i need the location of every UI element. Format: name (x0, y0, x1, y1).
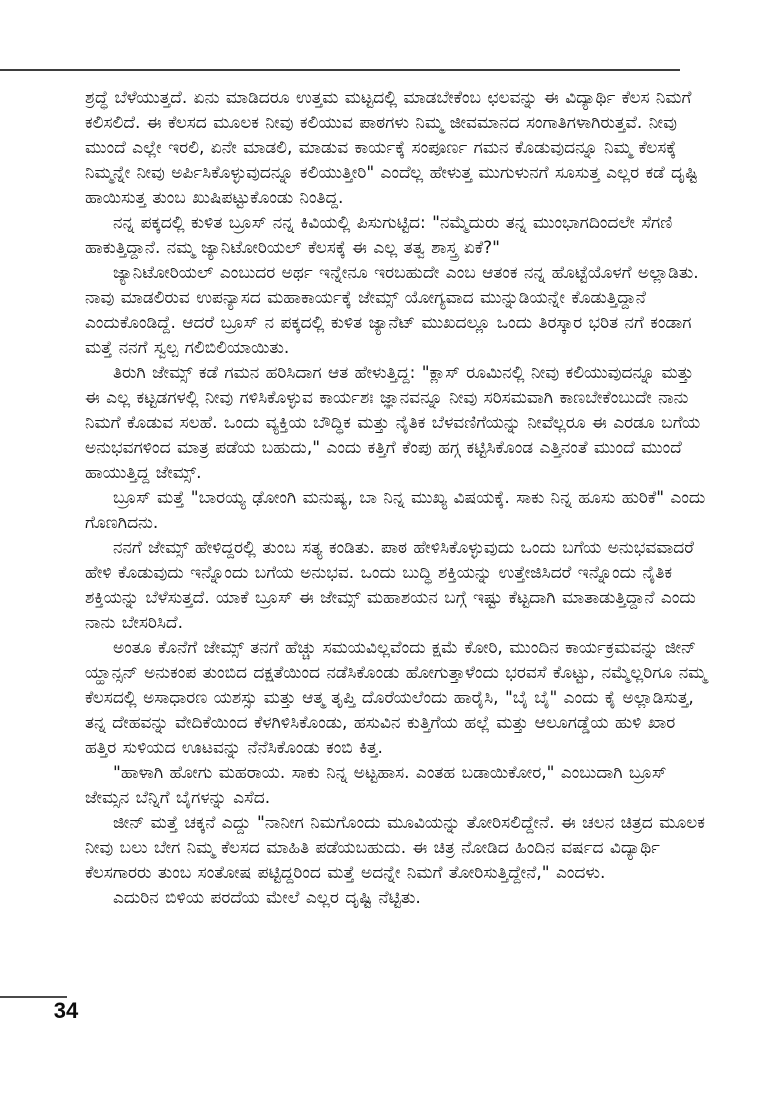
paragraph: ನನಗೆ ಜೇಮ್ಸ್ ಹೇಳಿದ್ದರಲ್ಲಿ ತುಂಬ ಸತ್ಯ ಕಂಡಿತು. ಪಾಠ ಹೇಳಿಸಿಕೊಳ್ಳುವುದು ಒಂದು ಬಗೆಯ ಅನುಭವವಾದರೆ ಹೇಳಿ ಕೊಡುವುದು ಇನ್ನೊಂದು ಬಗೆಯ ಅನುಭವ. ಒಂದು ಬುದ್ಧಿ ಶಕ್ತಿಯನ್ನು ಉತ್ತೇಜಿಸಿದರೆ ಇನ್ನೊಂದು ನೈತಿಕ ಶಕ್ತಿಯನ್ನು ಬೆಳೆಸುತ್ತದೆ. ಯಾಕೆ ಬ್ರೂಸ್ ಈ ಜೇಮ್ಸ್ ಮಹಾಶಯನ ಬಗ್ಗೆ ಇಷ್ಟು ಕೆಟ್ಟದಾಗಿ ಮಾತಾಡುತ್ತಿದ್ದಾನೆ ಎಂದು ನಾನು ಬೇಸರಿಸಿದೆ. (85, 538, 696, 633)
paragraph: ನನ್ನ ಪಕ್ಕದಲ್ಲಿ ಕುಳಿತ ಬ್ರೂಸ್ ನನ್ನ ಕಿವಿಯಲ್ಲಿ ಪಿಸುಗುಟ್ಟಿದ: "ನಮ್ಮೆದುರು ತನ್ನ ಮುಂಭಾಗದಿಂದಲೇ ಸೆಗಣಿ ಹಾಕುತ್ತಿದ್ದಾನೆ. ನಮ್ಮ ಜ್ಯಾನಿಟೋರಿಯಲ್ ಕೆಲಸಕ್ಕೆ ಈ ಎಲ್ಲ ತತ್ವ ಶಾಸ್ತ್ರ ಏಕೆ?" (85, 213, 673, 258)
paragraph: "ಹಾಳಾಗಿ ಹೋಗು ಮಹರಾಯ. ಸಾಕು ನಿನ್ನ ಅಟ್ಟಹಾಸ. ಎಂತಹ ಬಡಾಯಿಕೋರ," ಎಂಬುದಾಗಿ ಬ್ರೂಸ್ ಜೇಮ್ಸನ ಬೆನ್ನಿಗೆ ಬೈಗಳನ್ನು ಎಸೆದ. (85, 763, 667, 808)
body-text-block (85, 86, 707, 911)
paragraph: ಅಂತೂ ಕೊನೆಗೆ ಜೇಮ್ಸ್ ತನಗೆ ಹೆಚ್ಚು ಸಮಯವಿಲ್ಲವೆಂದು ಕ್ಷಮೆ ಕೋರಿ, ಮುಂದಿನ ಕಾರ್ಯಕ್ರಮವನ್ನು ಜೀನ್ ಯ್ಹಾನ್ಸನ್ ಅನುಕಂಪ ತುಂಬಿದ ದಕ್ಷತೆಯಿಂದ ನಡೆಸಿಕೊಂಡು ಹೋಗುತ್ತಾಳೆಂದು ಭರವಸೆ ಕೊಟ್ಟು, ನಮ್ಮೆಲ್ಲರಿಗೂ ನಮ್ಮ ಕೆಲಸದಲ್ಲಿ ಅಸಾಧಾರಣ ಯಶಸ್ಸು ಮತ್ತು ಆತ್ಮ ತೃಪ್ತಿ ದೊರೆಯಲೆಂದು ಹಾರೈಸಿ, "ಬೈ ಬೈ" ಎಂದು ಕೈ ಅಲ್ಲಾಡಿಸುತ್ತ, ತನ್ನ ದೇಹವನ್ನು ವೇದಿಕೆಯಿಂದ ಕೆಳಗಿಳಿಸಿಕೊಂಡು, ಹಸುವಿನ ಕುತ್ತಿಗೆಯ ಹಲ್ಲೆ ಮತ್ತು ಆಲೂಗಡ್ಡೆಯ ಹುಳಿ ಖಾರ ಹತ್ತಿರ ಸುಳಿಯದ ಊಟವನ್ನು ನೆನೆಸಿಕೊಂಡು ಕಂಬಿ ಕಿತ್ತ. (85, 638, 707, 758)
paragraph: ಜ್ಯಾನಿಟೋರಿಯಲ್ ಎಂಬುದರ ಅರ್ಥ ಇನ್ನೇನೂ ಇರಬಹುದೇ ಎಂಬ ಆತಂಕ ನನ್ನ ಹೊಟ್ಟೆಯೊಳಗೆ ಅಲ್ಲಾಡಿತು. ನಾವು ಮಾಡಲಿರುವ ಉಪನ್ಯಾಸದ ಮಹಾಕಾರ್ಯಕ್ಕೆ ಜೇಮ್ಸ್ ಯೋಗ್ಯವಾದ ಮುನ್ನುಡಿಯನ್ನೇ ಕೊಡುತ್ತಿದ್ದಾನೆ ಎಂದುಕೊಂಡಿದ್ದೆ. ಆದರೆ ಬ್ರೂಸ್ ನ ಪಕ್ಕದಲ್ಲಿ ಕುಳಿತ ಜ್ಯಾನೆಟ್ ಮುಖದಲ್ಲೂ ಒಂದು ತಿರಸ್ಕಾರ ಭರಿತ ನಗೆ ಕಂಡಾಗ ಮತ್ತೆ ನನಗೆ ಸ್ವಲ್ಪ ಗಲಿಬಿಲಿಯಾಯಿತು. (85, 263, 699, 358)
paragraph: ತಿರುಗಿ ಜೇಮ್ಸ್ ಕಡೆ ಗಮನ ಹರಿಸಿದಾಗ ಆತ ಹೇಳುತ್ತಿದ್ದ: "ಕ್ಲಾಸ್ ರೂಮಿನಲ್ಲಿ ನೀವು ಕಲಿಯುವುದನ್ನೂ ಮತ್ತು ಈ ಎಲ್ಲ ಕಟ್ಟಡಗಳಲ್ಲಿ ನೀವು ಗಳಿಸಿಕೊಳ್ಳುವ ಕಾರ್ಯಶಃ ಜ್ಞಾನವನ್ನೂ ನೀವು ಸರಿಸಮವಾಗಿ ಕಾಣಬೇಕೆಂಬುದೇ ನಾನು ನಿಮಗೆ ಕೊಡುವ ಸಲಹೆ. ಒಂದು ವ್ಯಕ್ತಿಯ ಬೌದ್ಧಿಕ ಮತ್ತು ನೈತಿಕ ಬೆಳವಣಿಗೆಯನ್ನು ನೀವೆಲ್ಲರೂ ಈ ಎರಡೂ ಬಗೆಯ ಅನುಭವಗಳಿಂದ ಮಾತ್ರ ಪಡೆಯ ಬಹುದು," ಎಂದು ಕತ್ತಿಗೆ ಕೆಂಪು ಹಗ್ಗ ಕಟ್ಟಿಸಿಕೊಂಡ ಎತ್ತಿನಂತೆ ಮುಂದೆ ಮುಂದೆ ಹಾಯುತ್ತಿದ್ದ ಜೇಮ್ಸ್. (85, 363, 701, 483)
header-rule (0, 69, 680, 71)
paragraph: ಬ್ರೂಸ್ ಮತ್ತೆ "ಬಾರಯ್ಯ ಢೋಂಗಿ ಮನುಷ್ಯ, ಬಾ ನಿನ್ನ ಮುಖ್ಯ ವಿಷಯಕ್ಕೆ. ಸಾಕು ನಿನ್ನ ಹೂಸು ಹುರಿಕೆ" ಎಂದು ಗೊಣಗಿದನು. (85, 488, 706, 533)
paragraph: ಜೀನ್ ಮತ್ತೆ ಚಕ್ಕನೆ ಎದ್ದು "ನಾನೀಗ ನಿಮಗೊಂದು ಮೂವಿಯನ್ನು ತೋರಿಸಲಿದ್ದೇನೆ. ಈ ಚಲನ ಚಿತ್ರದ ಮೂಲಕ ನೀವು ಬಲು ಬೇಗ ನಿಮ್ಮ ಕೆಲಸದ ಮಾಹಿತಿ ಪಡೆಯಬಹುದು. ಈ ಚಿತ್ರ ನೋಡಿದ ಹಿಂದಿನ ವರ್ಷದ ವಿದ್ಯಾರ್ಥಿ ಕೆಲಸಗಾರರು ತುಂಬ ಸಂತೋಷ ಪಟ್ಟಿದ್ದರಿಂದ ಮತ್ತೆ ಅದನ್ನೇ ನಿಮಗೆ ತೋರಿಸುತ್ತಿದ್ದೇನೆ," ಎಂದಳು. (85, 813, 705, 883)
paragraph: ಶ್ರದ್ಧೆ ಬೆಳೆಯುತ್ತದೆ. ಏನು ಮಾಡಿದರೂ ಉತ್ತಮ ಮಟ್ಟದಲ್ಲಿ ಮಾಡಬೇಕೆಂಬ ಛಲವನ್ನು ಈ ವಿದ್ಯಾರ್ಥಿ ಕೆಲಸ ನಿಮಗೆ ಕಲಿಸಲಿದೆ. ಈ ಕೆಲಸದ ಮೂಲಕ ನೀವು ಕಲಿಯುವ ಪಾಠಗಳು ನಿಮ್ಮ ಜೀವಮಾನದ ಸಂಗಾತಿಗಳಾಗಿರುತ್ತವೆ. ನೀವು ಮುಂದೆ ಎಲ್ಲೇ ಇರಲಿ, ಏನೇ ಮಾಡಲಿ, ಮಾಡುವ ಕಾರ್ಯಕ್ಕೆ ಸಂಪೂರ್ಣ ಗಮನ ಕೊಡುವುದನ್ನೂ ನಿಮ್ಮ ಕೆಲಸಕ್ಕೆ ನಿಮ್ಮನ್ನೇ ನೀವು ಅರ್ಪಿಸಿಕೊಳ್ಳುವುದನ್ನೂ ಕಲಿಯುತ್ತೀರಿ" ಎಂದೆಲ್ಲ ಹೇಳುತ್ತ ಮುಗುಳುನಗೆ ಸೂಸುತ್ತ ಎಲ್ಲರ ಕಡೆ ದೃಷ್ಟಿ ಹಾಯಿಸುತ್ತ ತುಂಬ ಖುಷಿಪಟ್ಟುಕೊಂಡು ನಿಂತಿದ್ದ. (85, 88, 698, 208)
paragraph: ಎದುರಿನ ಬಿಳಿಯ ಪರದೆಯ ಮೇಲೆ ಎಲ್ಲರ ದೃಷ್ಟಿ ನೆಟ್ಟಿತು. (113, 888, 421, 908)
page-number: 34 (53, 998, 79, 1023)
